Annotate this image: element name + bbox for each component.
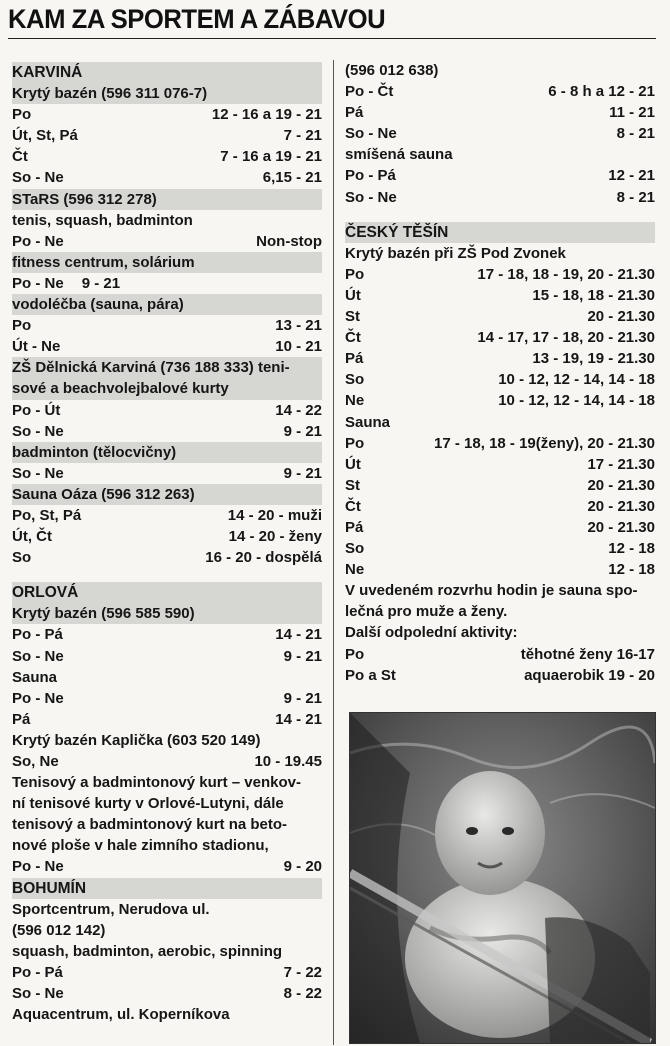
row-label: So - Ne xyxy=(12,647,64,665)
schedule-row xyxy=(12,484,322,505)
row-label: sové a beachvolejbalové kurty xyxy=(12,380,229,398)
row-label: (596 012 142) xyxy=(12,921,106,939)
row-label: So, Ne xyxy=(12,753,59,770)
schedule-row xyxy=(12,505,322,526)
row-label: Sauna xyxy=(345,413,391,431)
schedule-row xyxy=(345,412,655,433)
schedule-row xyxy=(345,348,655,369)
row-label: Út xyxy=(345,455,361,473)
row-label: Po - Ne xyxy=(12,689,64,707)
row-label: Ne xyxy=(345,561,365,579)
row-label: So xyxy=(345,540,365,558)
row-hours: 6 - 8 h a 12 - 21 xyxy=(548,83,655,101)
row-label: vodoléčba (sauna, pára) xyxy=(12,296,184,314)
schedule-row xyxy=(345,433,655,454)
row-label: Po - Ne xyxy=(12,858,64,876)
row-label: Tenisový a badmintonový kurt – venkov- xyxy=(12,774,301,792)
schedule-row xyxy=(345,496,655,517)
section-heading-karvina xyxy=(12,62,322,83)
schedule-row xyxy=(12,667,322,688)
schedule-row xyxy=(12,336,322,357)
row-label: Po - Ne xyxy=(12,232,64,250)
section-spacer xyxy=(12,568,322,582)
row-label: ČESKÝ TĚŠÍN xyxy=(345,223,449,241)
schedule-row xyxy=(345,475,655,496)
row-label: Krytý bazén (596 585 590) xyxy=(12,605,195,623)
schedule-row xyxy=(12,273,322,294)
schedule-row xyxy=(12,400,322,421)
row-hours: 14 - 17, 17 - 18, 20 - 21.30 xyxy=(477,329,655,347)
schedule-row xyxy=(12,526,322,547)
schedule-row xyxy=(345,454,655,475)
row-label: KARVINÁ xyxy=(12,64,83,81)
page-title: KAM ZA SPORTEM A ZÁBAVOU xyxy=(8,4,386,34)
row-label: ZŠ Dělnická Karviná (736 188 333) teni- xyxy=(12,359,290,377)
schedule-row xyxy=(12,624,322,645)
row-label: Pá xyxy=(345,350,364,368)
schedule-row xyxy=(12,378,322,399)
row-label: badminton (tělocvičny) xyxy=(12,443,177,461)
row-label: Po - Čt xyxy=(345,83,394,101)
row-label: Út xyxy=(345,286,361,304)
row-hours: 10 - 21 xyxy=(275,338,322,356)
schedule-row xyxy=(12,252,322,273)
section-heading-orlova xyxy=(12,582,322,603)
row-hours: 17 - 18, 18 - 19(ženy), 20 - 21.30 xyxy=(434,434,655,452)
row-label: tenis, squash, badminton xyxy=(12,211,193,229)
schedule-row xyxy=(345,60,655,81)
row-hours: aquaerobik 19 - 20 xyxy=(524,666,655,684)
row-label: fitness centrum, solárium xyxy=(12,253,195,271)
schedule-row xyxy=(12,1004,322,1025)
schedule-row xyxy=(12,941,322,962)
row-hours: 7 - 22 xyxy=(283,963,322,981)
schedule-row xyxy=(345,644,655,665)
row-label: So - Ne xyxy=(12,464,64,482)
row-label: Po - Pá xyxy=(12,963,63,981)
schedule-row xyxy=(12,83,322,104)
headline-divider xyxy=(8,38,656,39)
row-hours: 12 - 18 xyxy=(608,540,655,558)
row-hours: 10 - 12, 12 - 14, 14 - 18 xyxy=(498,392,655,410)
row-label: Krytý bazén (596 311 076-7) xyxy=(12,85,208,103)
column-divider xyxy=(333,60,334,1045)
schedule-row xyxy=(12,167,322,188)
row-label: So - Ne xyxy=(12,422,64,440)
schedule-row xyxy=(345,285,655,306)
row-hours: 9 - 20 xyxy=(283,858,322,876)
schedule-row xyxy=(12,547,322,568)
row-label: Po - Pá xyxy=(345,167,396,185)
right-column xyxy=(345,60,655,686)
schedule-row xyxy=(12,709,322,730)
row-hours: 14 - 22 xyxy=(275,401,322,419)
row-label: STaRS (596 312 278) xyxy=(12,190,157,208)
row-label: Po a St xyxy=(345,666,396,684)
row-hours: 8 - 22 xyxy=(283,985,322,1003)
schedule-row xyxy=(12,983,322,1004)
row-label: So - Ne xyxy=(12,985,64,1003)
row-label: smíšená sauna xyxy=(345,146,453,164)
row-hours: 9 - 21 xyxy=(283,464,322,482)
row-hours: 20 - 21.30 xyxy=(587,308,655,326)
schedule-row xyxy=(345,601,655,622)
schedule-row xyxy=(12,751,322,772)
row-hours: 14 - 21 xyxy=(275,710,322,728)
row-label: squash, badminton, aerobic, spinning xyxy=(12,942,283,960)
schedule-row xyxy=(345,264,655,285)
schedule-row xyxy=(12,463,322,484)
row-label: Út, Čt xyxy=(12,528,52,546)
baby-swimming-photo xyxy=(349,712,656,1044)
row-label: Pá xyxy=(345,518,364,536)
schedule-row xyxy=(12,231,322,252)
row-hours: 7 - 16 a 19 - 21 xyxy=(220,148,322,166)
row-hours: 9 - 21 xyxy=(81,274,121,292)
schedule-row xyxy=(345,369,655,390)
schedule-row xyxy=(345,144,655,165)
schedule-row xyxy=(345,81,655,102)
row-label: Po xyxy=(12,317,32,335)
schedule-row xyxy=(345,327,655,348)
schedule-row xyxy=(345,187,655,208)
schedule-row xyxy=(345,665,655,686)
row-hours: 17 - 18, 18 - 19, 20 - 21.30 xyxy=(477,265,655,283)
row-hours: 20 - 21.30 xyxy=(587,518,655,536)
row-hours: 13 - 19, 19 - 21.30 xyxy=(532,350,655,368)
row-hours: 8 - 21 xyxy=(616,125,655,143)
schedule-row xyxy=(12,646,322,667)
row-label: Po - Ne xyxy=(12,274,64,292)
row-label: (596 012 638) xyxy=(345,62,439,79)
schedule-row xyxy=(345,243,655,264)
schedule-row xyxy=(345,538,655,559)
row-label: nové ploše v hale zimního stadionu, xyxy=(12,837,269,855)
section-heading-cesky-tesin xyxy=(345,222,655,243)
schedule-row xyxy=(345,102,655,123)
row-label: St xyxy=(345,476,360,494)
row-label: Krytý bazén Kaplička (603 520 149) xyxy=(12,731,261,749)
row-label: ORLOVÁ xyxy=(12,584,79,602)
row-label: Další odpolední aktivity: xyxy=(345,624,518,642)
left-column xyxy=(12,62,322,1025)
schedule-row xyxy=(12,294,322,315)
row-hours: 14 - 20 - ženy xyxy=(228,528,322,546)
row-label: Čt xyxy=(345,497,361,515)
schedule-row xyxy=(12,899,322,920)
row-hours: 6,15 - 21 xyxy=(262,169,322,187)
row-label: Po - Pá xyxy=(12,626,63,644)
row-label: ní tenisové kurty v Orlové-Lutyni, dále xyxy=(12,795,284,813)
row-hours: 8 - 21 xyxy=(616,188,655,206)
schedule-row xyxy=(12,104,322,125)
schedule-row xyxy=(345,580,655,601)
row-hours: 10 - 19.45 xyxy=(254,753,322,770)
schedule-row xyxy=(12,189,322,210)
row-hours: 12 - 16 a 19 - 21 xyxy=(211,106,322,124)
schedule-row xyxy=(12,920,322,941)
row-label: Pá xyxy=(12,710,31,728)
row-hours: 9 - 21 xyxy=(283,647,322,665)
row-hours: 20 - 21.30 xyxy=(587,497,655,515)
schedule-row xyxy=(345,559,655,580)
row-label: Aquacentrum, ul. Koperníkova xyxy=(12,1006,230,1024)
row-hours: 15 - 18, 18 - 21.30 xyxy=(532,286,655,304)
row-hours: 12 - 18 xyxy=(608,561,655,579)
schedule-row xyxy=(345,306,655,327)
schedule-row xyxy=(12,814,322,835)
row-label: Po xyxy=(345,265,365,283)
row-hours: Non-stop xyxy=(256,232,322,250)
row-hours: 12 - 21 xyxy=(608,167,655,185)
row-label: Sauna xyxy=(12,668,58,686)
row-label: Pá xyxy=(345,104,364,122)
row-hours: těhotné ženy 16-17 xyxy=(520,645,655,663)
schedule-row xyxy=(345,165,655,186)
row-label: Krytý bazén při ZŠ Pod Zvonek xyxy=(345,244,566,262)
schedule-row xyxy=(12,357,322,378)
row-label: So xyxy=(345,371,365,389)
row-hours: 13 - 21 xyxy=(275,317,322,335)
row-label: Ne xyxy=(345,392,365,410)
row-label: Po - Út xyxy=(12,401,61,419)
schedule-row xyxy=(12,772,322,793)
row-label: St xyxy=(345,308,360,326)
row-label: So - Ne xyxy=(12,169,64,187)
schedule-row xyxy=(345,517,655,538)
row-hours: 9 - 21 xyxy=(283,689,322,707)
schedule-row xyxy=(12,442,322,463)
row-hours: 11 - 21 xyxy=(609,104,655,122)
schedule-row xyxy=(345,390,655,411)
row-label: Čt xyxy=(345,329,361,347)
row-label: Sauna Oáza (596 312 263) xyxy=(12,485,195,503)
row-hours: 20 - 21.30 xyxy=(587,476,655,494)
row-hours: 7 - 21 xyxy=(283,127,322,145)
row-label: Út, St, Pá xyxy=(12,127,78,145)
row-hours: 14 - 21 xyxy=(275,626,322,644)
schedule-row xyxy=(12,421,322,442)
row-label: Čt xyxy=(12,148,28,166)
row-label: Út - Ne xyxy=(12,338,61,356)
row-label: So xyxy=(12,549,32,567)
section-spacer xyxy=(345,208,655,222)
schedule-row xyxy=(12,835,322,856)
schedule-row xyxy=(12,146,322,167)
schedule-row xyxy=(12,730,322,751)
row-label: So - Ne xyxy=(345,125,397,143)
row-label: Po xyxy=(345,434,365,452)
row-label: Po xyxy=(12,106,32,124)
schedule-row xyxy=(345,123,655,144)
row-label: V uvedeném rozvrhu hodin je sauna spo- xyxy=(345,582,638,600)
row-label: BOHUMÍN xyxy=(12,879,87,897)
row-hours: 16 - 20 - dospělá xyxy=(205,549,322,567)
schedule-row xyxy=(12,962,322,983)
row-label: Po xyxy=(345,645,365,663)
row-label: lečná pro muže a ženy. xyxy=(345,603,508,621)
schedule-row xyxy=(12,856,322,877)
schedule-row xyxy=(12,793,322,814)
row-label: tenisový a badmintonový kurt na beto- xyxy=(12,816,288,834)
row-hours: 10 - 12, 12 - 14, 14 - 18 xyxy=(498,371,655,389)
schedule-row xyxy=(12,125,322,146)
row-hours: 9 - 21 xyxy=(283,422,322,440)
row-label: Sportcentrum, Nerudova ul. xyxy=(12,900,210,918)
schedule-row xyxy=(12,210,322,231)
schedule-row xyxy=(345,622,655,643)
row-label: Po, St, Pá xyxy=(12,506,82,524)
row-label: So - Ne xyxy=(345,188,397,206)
row-hours: 14 - 20 - muži xyxy=(227,506,322,524)
row-hours: 17 - 21.30 xyxy=(587,455,655,473)
schedule-row xyxy=(12,603,322,624)
section-heading-bohumin xyxy=(12,878,322,899)
schedule-row xyxy=(12,315,322,336)
schedule-row xyxy=(12,688,322,709)
